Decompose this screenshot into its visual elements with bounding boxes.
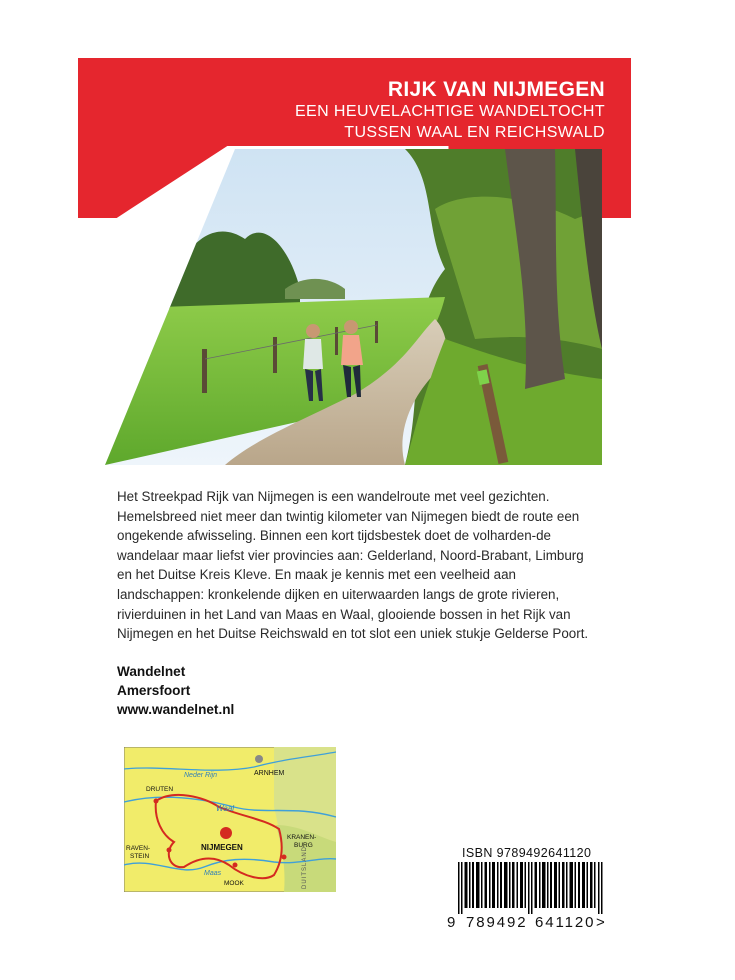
route-map <box>124 747 336 892</box>
description-paragraph: Het Streekpad Rijk van Nijmegen is een wandelroute met veel gezichten. Hemelsbreed niet meer dan twintig kilometer van Nijmegen biedt de route een ongekende afwisseling. Binnen een kort tijdsbestek doet de volharden-de wandelaar maar liefst vier provincies aan: Gelderland, Noord-Brabant, Limburg en het Duitse Kreis Kleve. En maak je kennis met een veelheid aan landschappen: kronkelende dijken en uiterwaarden langs de grote rivieren, rivierduinen in het Land van Maas en Waal, glooiende bossen in het Rijk van Nijmegen en het Duitse Reichswald en tot slot een uniek stukje Gelderse Poort. <box>117 489 589 642</box>
publisher-website: www.wandelnet.nl <box>117 702 235 717</box>
map-label-maas: Maas <box>204 870 222 877</box>
cover-photo <box>105 149 602 465</box>
map-label-arnhem: ARNHEM <box>254 770 285 777</box>
book-subtitle-line1: EEN HEUVELACHTIGE WANDELTOCHT <box>294 103 605 120</box>
map-label-ravenstein-2: STEIN <box>130 853 150 860</box>
map-label-duitsland: DUITSLAND <box>302 845 308 889</box>
book-subtitle-line2: TUSSEN WAAL EN REICHSWALD <box>344 124 605 141</box>
barcode-digits-left: 789492 <box>466 914 528 931</box>
publisher-city: Amersfoort <box>117 683 191 698</box>
map-label-kranenburg-2: BURG <box>294 842 313 849</box>
map-label-kranenburg-1: KRANEN- <box>287 834 317 841</box>
barcode-digits-right: 641120 <box>535 914 596 931</box>
publisher-name: Wandelnet <box>117 664 186 679</box>
map-label-waal: Waal <box>216 804 235 813</box>
barcode-trail-mark: > <box>596 914 605 931</box>
map-label-neder-rijn: Neder Rijn <box>184 772 218 779</box>
map-label-ravenstein-1: RAVEN- <box>126 845 151 852</box>
barcode <box>458 862 604 914</box>
map-label-mook: MOOK <box>224 880 244 887</box>
barcode-lead-digit: 9 <box>447 914 456 931</box>
map-label-nijmegen: NIJMEGEN <box>201 843 243 852</box>
book-title: RIJK VAN NIJMEGEN <box>387 78 605 101</box>
isbn-label: ISBN 9789492641120 <box>462 846 592 860</box>
map-label-druten: DRUTEN <box>146 786 174 793</box>
